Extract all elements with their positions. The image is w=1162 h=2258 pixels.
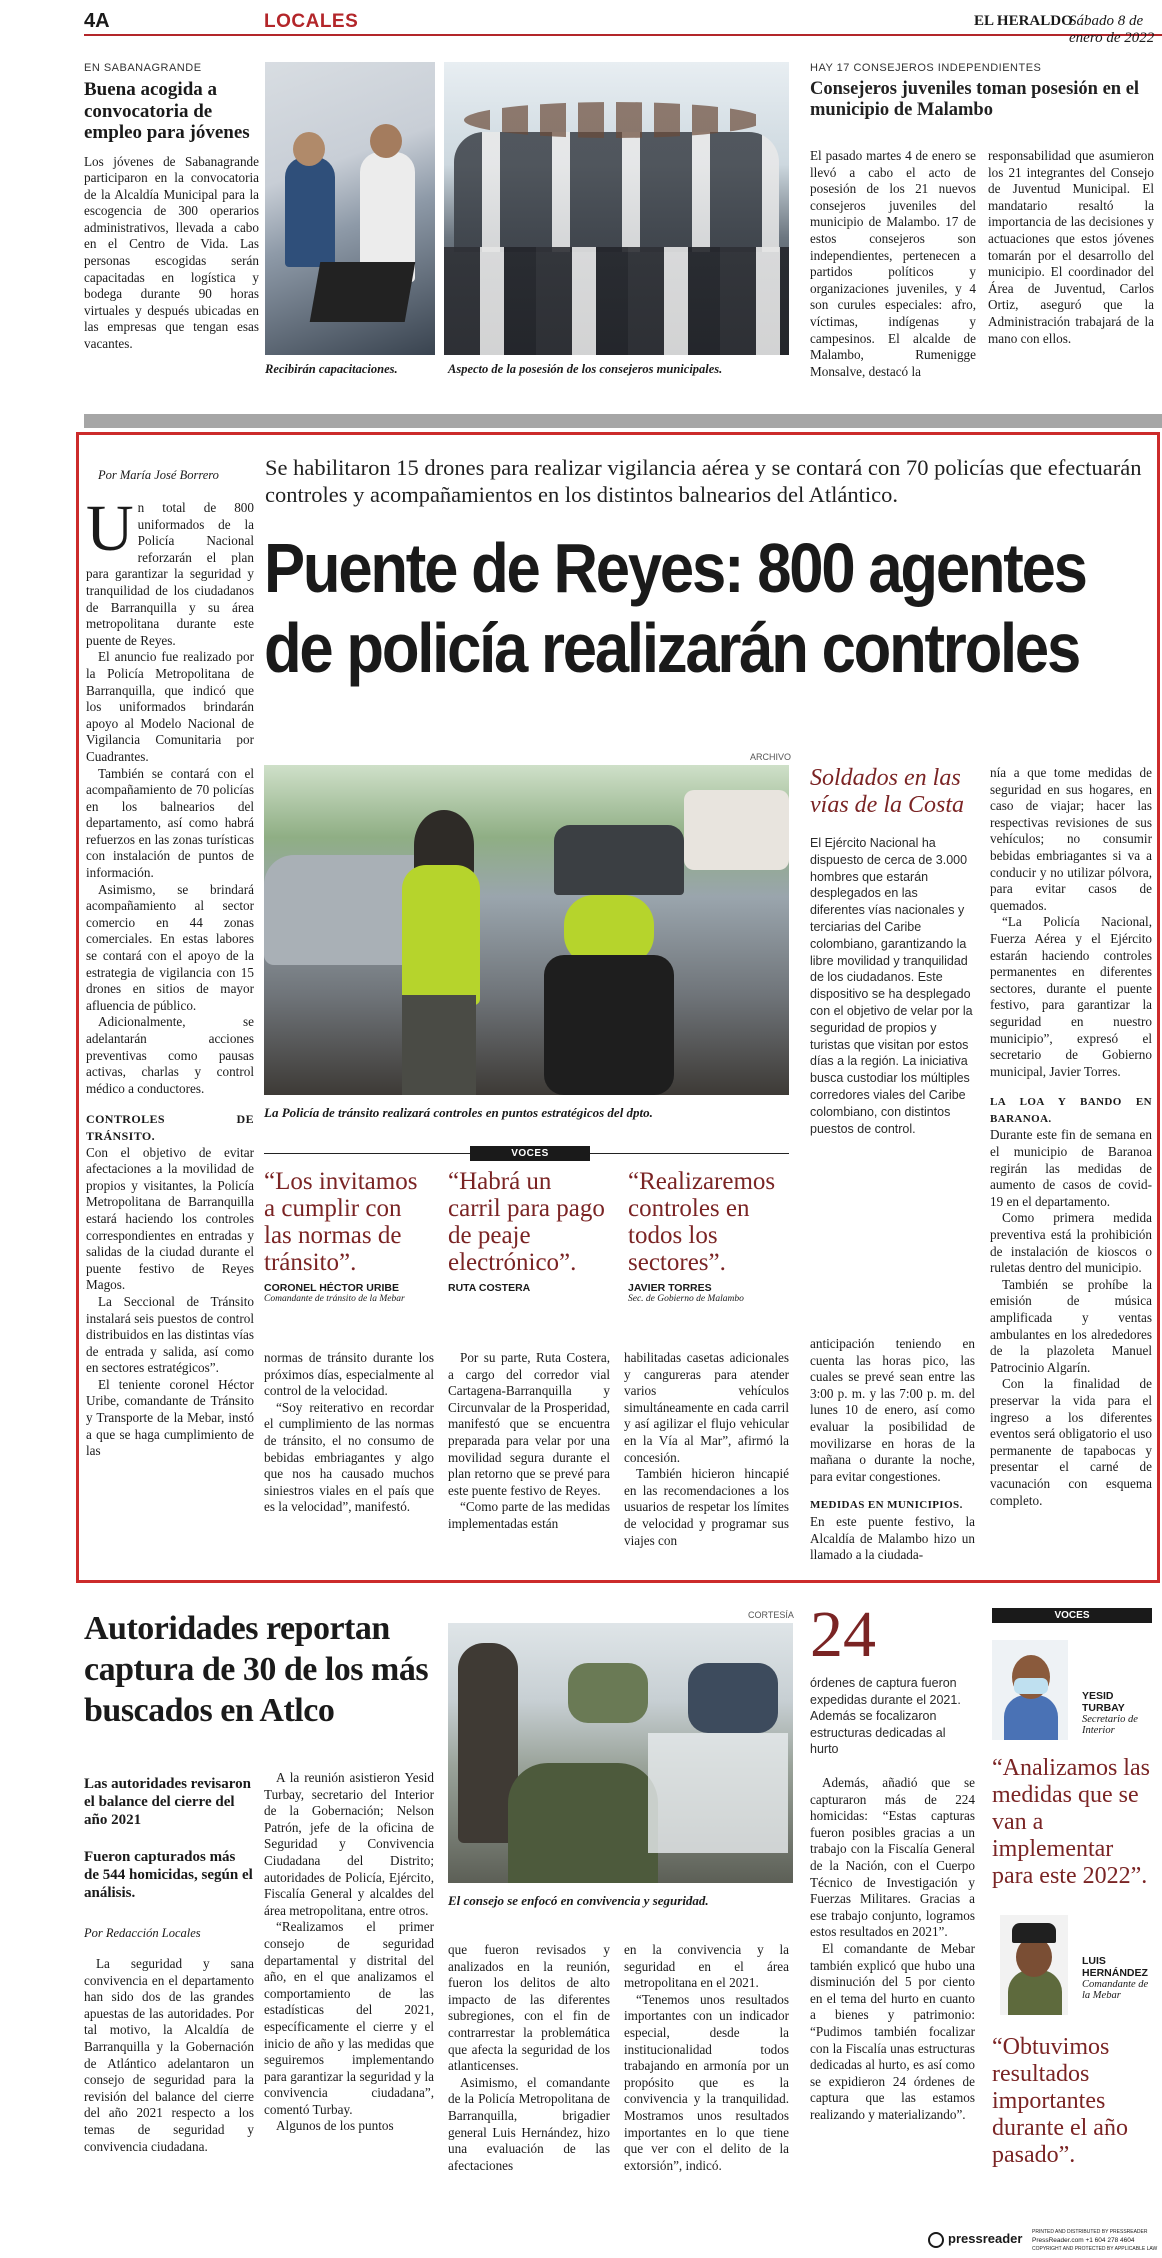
- paragraph: “Tenemos unos resultados importantes con un indicador especial, desde la institucionalidad todos trabajando en armonía por un propósito que es la convivencia y la tranquilidad. Mostramos unos resultados importantes en lo que tiene que ver con el delito de la extorsión”, indicó.: [624, 1991, 789, 2173]
- quote-role: Comandante de la Mebar: [1082, 1979, 1149, 2001]
- story-body-col1: El pasado martes 4 de enero se llevó a cabo el acto de posesión de los 21 nuevos consejeros juveniles del municipio de Malambo. 17 de estos consejeros son independientes, pertenecen a partidos políticos y organizaciones juveniles, y 4 son curules especiales: afro, víctimas, indígenas y campesinos. El alcalde de Malambo, Rumenigge Monsalve, destacó la: [810, 148, 976, 379]
- page-header: [84, 8, 1162, 46]
- quote-name: CORONEL HÉCTOR URIBE: [264, 1282, 399, 1294]
- byline: [98, 468, 219, 483]
- story-kicker: HAY 17 CONSEJEROS INDEPENDIENTES: [810, 62, 1042, 74]
- paragraph: normas de tránsito durante los próximos días, especialmente al control de la velocidad.: [264, 1350, 434, 1399]
- footer-site: PressReader.com +1 604 278 4604: [1032, 2237, 1135, 2244]
- main-col-1: [86, 492, 254, 1460]
- story-dek: Se habilitaron 15 drones para realizar vigilancia aérea y se contará con 70 policías que efectuarán controles y acompañamientos en los distintos balnearios del Atlántico.: [265, 455, 1142, 507]
- paragraph: La seguridad y sana convivencia en el departamento han sido dos de las grandes apuestas de las autoridades. Por tal motivo, la Alcaldía de Barranquilla y la Gobernación de Atlántico adelantaron un consejo de seguridad para la revisión del balance del cierre del año 2021 respecto a los temas de seguridad y convivencia ciudadana.: [84, 1956, 254, 2154]
- quote-block: [628, 1168, 793, 1304]
- paragraph: anticipación teniendo en cuenta las horas pico, las cuales se prevé sean entre las 3:00 p. m. y las 7:00 p. m. del lunes 10 de enero, así como evaluar la posibilidad de movilizarse en horas de la mañana o durante la noche, para evitar congestiones.: [810, 1336, 975, 1484]
- byline-text: Por María José Borrero: [98, 468, 219, 482]
- paragraph: “Realizamos el primer consejo de seguridad departamental y distrital del año, en el que analizamos el comportamiento de las estadísticas del 2021, específicamente el cierre y el inicio de año y las medidas que seguiremos implementando para garantizar la seguridad y la convivencia ciudadana”, comentó Turbay.: [264, 1919, 434, 2117]
- paragraph: Con la finalidad de preservar la vida para el ingreso a los diferentes eventos será obligatorio el uso permanente de tapabocas y presentar el carné de vacunación con esquema completo.: [990, 1376, 1152, 1508]
- paragraph: “Como parte de las medidas implementadas están: [448, 1499, 610, 1531]
- paragraph: El anuncio fue realizado por la Policía Metropolitana de Barranquilla, que indicó que los uniformados brindarán apoyo al Modelo Nacional de Vigilancia Comunitaria por Cuadrantes.: [86, 649, 254, 764]
- photo-credit: ARCHIVO: [750, 752, 792, 762]
- photo-security-council: [448, 1623, 793, 1883]
- paragraph: También se contará con el acompañamiento de 70 policías en los balnearios del departamento, así como habrá refuerzos en las zonas turísticas con instalación de puntos de información.: [86, 765, 254, 881]
- photo-youth-council: [444, 62, 789, 355]
- paragraph: Por su parte, Ruta Costera, a cargo del corredor vial Cartagena-Barranquilla y Circunvalar de la Prosperidad, manifestó que se encuentra preparada para velar por una movilidad segura durante el plan retorno que se prevé para este puente festivo de Reyes.: [448, 1350, 610, 1498]
- main-col-3: [448, 1350, 610, 1533]
- photo-caption: Aspecto de la posesión de los consejeros municipales.: [448, 362, 723, 376]
- photo-caption: La Policía de tránsito realizará controles en puntos estratégicos del dpto.: [264, 1105, 653, 1120]
- paragraph: El comandante de Mebar también explicó que hubo una disminución del 5 por ciento en el tema del hurto en cuanto a bienes y patrimonio: “Pudimos también focalizar con la Fiscalía unas estructuras dedicadas al hurto, es así como se expidieron 24 órdenes de captura que las estamos realizando y materializando”.: [810, 1940, 975, 2122]
- quote-name: JAVIER TORRES: [628, 1282, 712, 1294]
- subhead: LA LOA Y BANDO EN BARANOA.: [990, 1096, 1152, 1125]
- quote-text: “Habrá un carril para pago de peaje electrónico”.: [448, 1168, 605, 1276]
- headline-line-1: Puente de Reyes: 800 agentes: [264, 529, 1086, 607]
- quote-block: [264, 1168, 434, 1304]
- quote-block: [448, 1168, 608, 1294]
- paragraph: nía a que tome medidas de seguridad en sus hogares, en caso de viajar; hacer las respectivas revisiones de sus vehículos; no consumir bebidas embriagantes si va a conducir y no utilizar pólvora, para evitar casos de quemados.: [990, 765, 1152, 913]
- paragraph: habilitadas casetas adicionales y cangureras para atender varios vehículos simultáneamente en cada carril y así agilizar el flujo vehicular en la Vía al Mar”, afirmó la concesión.: [624, 1350, 789, 1465]
- story-headline: Autoridades reportan captura de 30 de los más buscados en Atlco: [84, 1610, 429, 1729]
- paragraph: También hicieron hincapié en las recomendaciones a los usuarios de respetar los límites de velocidad y programar sus viajes con: [624, 1466, 789, 1548]
- avatar: [1000, 1915, 1068, 2015]
- paragraph: A la reunión asistieron Yesid Turbay, secretario del Interior de la Gobernación; Nelson Patrón, jefe de la oficina de Seguridad y Convivencia Ciudadana del Distrito; autoridades de Policía, Ejército, Fiscalía General y alcaldes del área metropolitana, entre otros.: [264, 1770, 434, 1918]
- section-label: LOCALES: [264, 11, 359, 32]
- main-col-4: [624, 1350, 789, 1549]
- paragraph: Algunos de los puntos: [276, 2118, 394, 2134]
- paragraph: “La Policía Nacional, Fuerza Aérea y el Ejército estarán haciendo controles permanentes en diferentes sectores, durante el puente festivo, para garantizar la seguridad en nuestro municipio”, expresó el secretario de Gobierno municipal, Javier Torres.: [990, 914, 1152, 1079]
- main-col-5: [810, 1336, 975, 1564]
- story3-col-3: [448, 1942, 610, 2174]
- sidebar-soldados: [810, 765, 975, 1137]
- paragraph: El teniente coronel Héctor Uribe, comandante de Tránsito y Transporte de la Mebar, instó a que se haga cumplimiento de las: [86, 1376, 254, 1459]
- paragraph: La Seccional de Tránsito instalará seis puestos de control distribuidos en las distintas vías de entrada y salida, así como en sectores estratégicos”.: [86, 1293, 254, 1376]
- paragraph: Asimismo, se brindará acompañamiento al sector comercio en 44 zonas comerciales. En estas labores se contará con el apoyo de la estrategia de vigilancia con 15 drones en sitios de mayor afluencia de público.: [86, 881, 254, 1013]
- story-headline: Consejeros juveniles toman posesión en el municipio de Malambo: [810, 79, 1140, 120]
- voces-label: VOCES: [470, 1146, 590, 1161]
- pressreader-brand: pressreader: [948, 2231, 1023, 2246]
- main-col-2: [264, 1350, 434, 1516]
- photo-traffic-police: [264, 765, 789, 1095]
- photo-credit: CORTESÍA: [748, 1610, 794, 1620]
- subhead: MEDIDAS EN MUNICIPIOS.: [810, 1499, 963, 1512]
- quote-text: “Analizamos las medidas que se van a implementar para este 2022”.: [992, 1755, 1150, 1889]
- quote-attribution: [1082, 1955, 1157, 2001]
- pressreader-footer: [928, 2228, 1158, 2254]
- story3-col-1: [84, 1956, 254, 2155]
- quote-role: Sec. de Gobierno de Malambo: [628, 1294, 744, 1304]
- byline: [84, 1926, 201, 1941]
- sidebar-title: Soldados en las vías de la Costa: [810, 765, 964, 818]
- quote-role: Comandante de tránsito de la Mebar: [264, 1294, 405, 1304]
- story3-col-2: [264, 1770, 434, 2135]
- pressreader-icon: [928, 2232, 944, 2248]
- story-malambo: [810, 62, 1154, 379]
- paragraph: “Soy reiterativo en recordar el cumplimiento de las normas de tránsito, el no consumo de bebidas embriagantes y algo que nos ha causado muchos siniestros viales en el país que es la velocidad”, manifestó.: [264, 1399, 434, 1515]
- story-sabanagrande: [84, 62, 259, 353]
- page-number: 4A: [84, 10, 110, 32]
- newspaper-name: EL HERALDO: [974, 13, 1073, 29]
- paragraph: Como primera medida preventiva está la prohibición de instalación de kioscos o ruletas dentro del municipio.: [990, 1210, 1152, 1276]
- story3-col-5: [810, 1775, 975, 2123]
- story-headline: Buena acogida a convocatoria de empleo para jóvenes: [84, 79, 250, 143]
- paragraph: Además, añadió que se capturaron más de 224 homicidas: “Estas capturas fueron posibles gracias a un trabajo con la Fiscalía General de la Nación, con el Cuerpo Técnico de Investigación y Fuerzas Militares. Gracias a ese trabajo conjunto, logramos estos resultados en 2021”.: [810, 1775, 975, 1940]
- story-body-col2: responsabilidad que asumieron los 21 integrantes del Consejo de Juventud Municipal. El mandatario resaltó la importancia de las decisiones y actuaciones que estos jóvenes tomarán por el desarrollo del municipio. El coordinador del Área de Juventud, Carlos Ortiz, aseguró que la Administración trabajará de la mano con ellos.: [988, 148, 1154, 346]
- subhead: CONTROLES DE TRÁNSITO.: [86, 1112, 254, 1143]
- lead-paragraph: n total de 800 uniformados de la Policía Nacional reforzarán el plan para garantizar la seguridad y tranquilidad de los ciudadanos de Barranquilla y su área metropolitana durante este puente de Reyes.: [86, 500, 254, 648]
- quote-name: RUTA COSTERA: [448, 1282, 531, 1294]
- quote-text: “Obtuvimos resultados importantes durante el año pasado”.: [992, 2034, 1128, 2168]
- paragraph: También se prohíbe la emisión de música amplificada y ventas ambulantes en los alrededores de la plazoleta Manuel Patrocinio Algarín.: [990, 1276, 1152, 1375]
- drop-cap: U: [86, 492, 134, 565]
- photo-job-applicants: [265, 62, 435, 355]
- story-summary: Fueron capturados más de 544 homicidas, según el análisis.: [84, 1849, 253, 1901]
- story-summary: Las autoridades revisaron el balance del cierre del año 2021: [84, 1776, 251, 1828]
- photo-caption: El consejo se enfocó en convivencia y seguridad.: [448, 1893, 709, 1908]
- paragraph: en la convivencia y la seguridad en el área metropolitana en el 2021.: [624, 1942, 789, 1991]
- byline-text: Por Redacción Locales: [84, 1926, 201, 1940]
- story-kicker: EN SABANAGRANDE: [84, 62, 202, 74]
- avatar: [992, 1640, 1068, 1740]
- sidebar-text: El Ejército Nacional ha dispuesto de cerca de 3.000 hombres que estarán desplegados en las diferentes vías nacionales y terciarias del Caribe colombiano, garantizando la libre movilidad y tranquilidad de los ciudadanos. Este dispositivo se ha desplegado con el objetivo de velar por la seguridad de propios y turistas que visitan por estos días a la región. La iniciativa busca custodiar los múltiples corredores viales del Caribe colombiano, con distintos puestos de control.: [810, 836, 973, 1136]
- paragraph: Asimismo, el comandante de la Policía Metropolitana de Barranquilla, brigadier general Luis Hernández, hizo una evaluación de las afectaciones: [448, 2074, 610, 2173]
- headline-line-2: de policía realizarán controles: [264, 609, 1080, 687]
- quote-text: “Realizaremos controles en todos los sectores”.: [628, 1168, 776, 1276]
- photo-caption: Recibirán capacitaciones.: [265, 362, 398, 376]
- paragraph: que fueron revisados y analizados en la reunión, fueron los delitos de alto impacto de las diferentes subregiones, con el fin de contrarrestar la problemática que afecta la seguridad de los atlanticenses.: [448, 1942, 610, 2074]
- quote-name: LUIS HERNÁNDEZ: [1082, 1955, 1148, 1979]
- quote-attribution: [1082, 1690, 1157, 1736]
- story-body: Los jóvenes de Sabanagrande participaron en la convocatoria de la Alcaldía Municipal para la escogencia de 300 operarios administrativos, llevada a cabo en el Centro de Vida. Las personas escogidas serán capacitadas en logística y bodega durante 90 horas virtuales y después ubicadas en las empresas que tengan esas vacantes.: [84, 153, 259, 352]
- paragraph: Adicionalmente, se adelantarán acciones preventivas como pausas activas, charlas y control médico a conductores.: [86, 1014, 254, 1096]
- section-divider: [84, 414, 1162, 428]
- main-col-6: [990, 765, 1152, 1509]
- quote-name: YESID TURBAY: [1082, 1690, 1125, 1714]
- big-number-text: órdenes de captura fueron expedidas durante el 2021. Además se focalizaron estructuras dedicadas al hurto: [810, 1676, 961, 1756]
- paragraph: Con el objetivo de evitar afectaciones a la movilidad de propios y visitantes, la Policía Metropolitana de Barranquilla estará haciendo los controles correspondientes en entradas y salidas de la ciudad durante el puente festivo de Reyes Magos.: [86, 1144, 254, 1293]
- big-number: 24: [810, 1598, 876, 1671]
- quote-role: Secretario de Interior: [1082, 1714, 1138, 1736]
- paragraph: Durante este fin de semana en el municipio de Baranoa regirán las medidas de aumento de casos de covid- 19 en el departamento.: [990, 1127, 1152, 1209]
- footer-notice: PRINTED AND DISTRIBUTED BY PRESSREADER: [1032, 2229, 1148, 2235]
- quote-text: “Los invitamos a cumplir con las normas de tránsito”.: [264, 1168, 418, 1276]
- paragraph: En este puente festivo, la Alcaldía de Malambo hizo un llamado a la ciudada-: [810, 1513, 975, 1563]
- story3-col-4: [624, 1942, 789, 2174]
- footer-legal: COPYRIGHT AND PROTECTED BY APPLICABLE LAW: [1032, 2246, 1158, 2252]
- voces-label: VOCES: [992, 1608, 1152, 1623]
- issue-date: Sábado 8 de enero de 2022: [1069, 13, 1155, 46]
- main-headline: [264, 528, 1086, 688]
